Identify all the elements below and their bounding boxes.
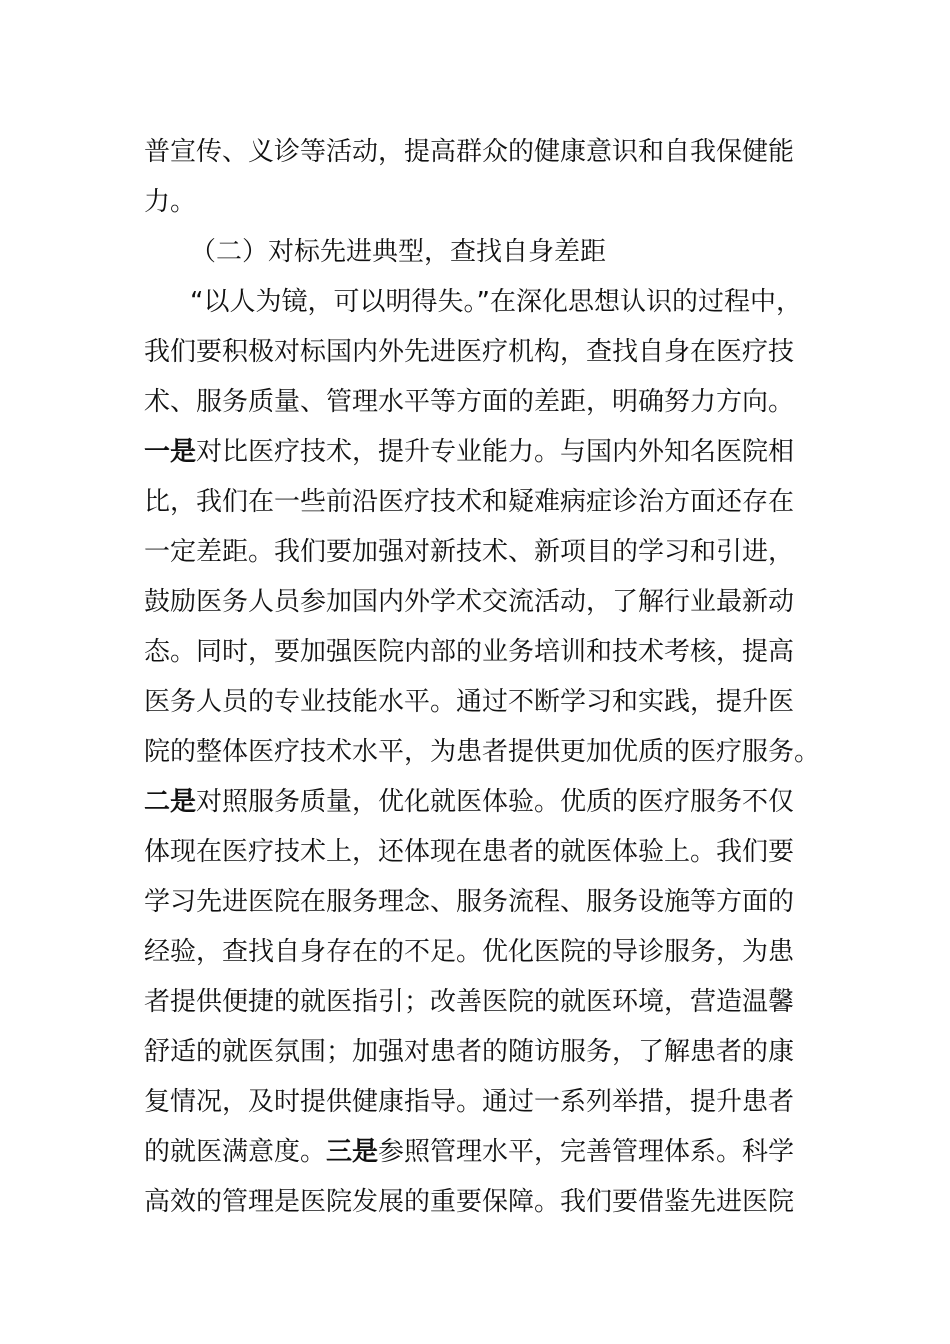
document-body	[144, 127, 821, 1227]
text-run: 比，我们在一些前沿医疗技术和疑难病症诊治方面还存在	[144, 487, 795, 517]
text-line	[144, 477, 804, 527]
text-run: 力。	[144, 187, 197, 217]
text-line	[144, 1177, 804, 1227]
text-line	[144, 627, 804, 677]
text-run: 参照管理水平，完善管理体系。科学	[378, 1137, 795, 1167]
text-run: 的就医满意度。	[144, 1137, 327, 1167]
text-run: 对比医疗技术，提升专业能力。与国内外知名医院相	[196, 437, 795, 467]
text-line	[144, 577, 804, 627]
text-line	[144, 177, 804, 227]
text-line	[144, 1127, 804, 1177]
text-line	[144, 977, 804, 1027]
text-run: 高效的管理是医院发展的重要保障。我们要借鉴先进医院	[144, 1187, 795, 1217]
text-line	[144, 927, 804, 977]
text-line	[144, 1027, 804, 1077]
text-line	[144, 677, 804, 727]
text-line	[144, 727, 821, 777]
text-line	[144, 877, 804, 927]
text-run: “以人为镜，可以明得失。”在深化思想认识的过程中，	[190, 287, 802, 317]
text-run: 经验，查找自身存在的不足。优化医院的导诊服务，为患	[144, 937, 795, 967]
text-line	[144, 377, 804, 427]
text-run: 对照服务质量，优化就医体验。优质的医疗服务不仅	[196, 787, 795, 817]
text-line	[144, 1077, 804, 1127]
point-label: 二是	[144, 787, 197, 817]
section-heading	[144, 227, 804, 277]
text-run: 鼓励医务人员参加国内外学术交流活动，了解行业最新动	[144, 587, 795, 617]
text-run: 我们要积极对标国内外先进医疗机构，查找自身在医疗技	[144, 337, 795, 367]
text-run: 医务人员的专业技能水平。通过不断学习和实践，提升医	[144, 687, 795, 717]
text-line	[144, 827, 804, 877]
text-run: 一定差距。我们要加强对新技术、新项目的学习和引进，	[144, 537, 795, 567]
text-line	[144, 777, 804, 827]
text-line	[144, 327, 804, 377]
text-run: 院的整体医疗技术水平，为患者提供更加优质的医疗服务。	[144, 737, 821, 767]
text-run: 复情况，及时提供健康指导。通过一系列举措，提升患者	[144, 1087, 795, 1117]
section-heading-text: （二）对标先进典型，查找自身差距	[190, 237, 607, 267]
text-run: 术、服务质量、管理水平等方面的差距，明确努力方向。	[144, 387, 795, 417]
point-label: 一是	[144, 437, 197, 467]
text-line	[144, 527, 804, 577]
text-run: 舒适的就医氛围；加强对患者的随访服务，了解患者的康	[144, 1037, 795, 1067]
text-run: 普宣传、义诊等活动，提高群众的健康意识和自我保健能	[144, 137, 795, 167]
text-line	[144, 127, 804, 177]
text-run: 学习先进医院在服务理念、服务流程、服务设施等方面的	[144, 887, 795, 917]
text-line	[144, 427, 804, 477]
text-run: 体现在医疗技术上，还体现在患者的就医体验上。我们要	[144, 837, 795, 867]
text-line	[144, 277, 804, 327]
text-run: 态。同时，要加强医院内部的业务培训和技术考核，提高	[144, 637, 795, 667]
text-run: 者提供便捷的就医指引；改善医院的就医环境，营造温馨	[144, 987, 795, 1017]
point-label: 三是	[326, 1137, 379, 1167]
